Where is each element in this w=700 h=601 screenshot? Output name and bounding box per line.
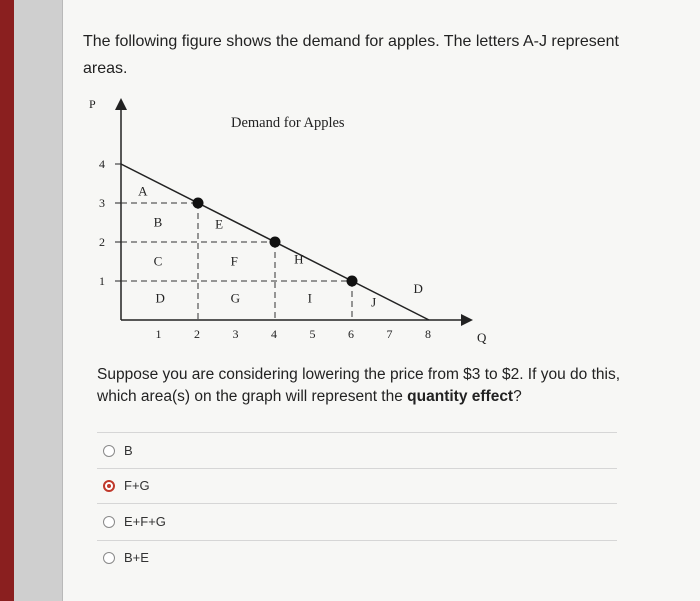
demand-point bbox=[347, 276, 358, 287]
x-tick-label: 6 bbox=[348, 327, 354, 341]
y-axis-label: P bbox=[89, 97, 96, 111]
area-label: E bbox=[215, 216, 224, 232]
x-tick-label: 8 bbox=[425, 327, 431, 341]
option-label: B bbox=[124, 443, 133, 458]
sub-question-end: ? bbox=[513, 388, 522, 405]
y-tick-label: 3 bbox=[99, 196, 105, 210]
option-label: B+E bbox=[124, 550, 149, 565]
option-label: E+F+G bbox=[124, 514, 166, 529]
divider bbox=[97, 468, 617, 469]
divider bbox=[97, 432, 617, 433]
sub-question-emphasis: quantity effect bbox=[407, 388, 514, 405]
graph-title: Demand for Apples bbox=[231, 115, 345, 131]
x-tick-label: 3 bbox=[232, 327, 239, 341]
option-b-plus-e[interactable] bbox=[103, 550, 149, 565]
y-tick-label: 4 bbox=[99, 157, 105, 171]
question-text bbox=[83, 28, 643, 82]
area-label: F bbox=[230, 253, 238, 269]
option-label: F+G bbox=[124, 478, 150, 493]
radio-button[interactable] bbox=[103, 552, 115, 564]
option-b[interactable] bbox=[103, 443, 133, 458]
option-f-plus-g[interactable] bbox=[103, 478, 150, 493]
x-axis-label: Q bbox=[477, 330, 487, 345]
area-label: D bbox=[413, 280, 423, 296]
question-line-1: The following figure shows the demand for apples. The letters A-J represent bbox=[83, 33, 619, 50]
window-edge bbox=[0, 0, 14, 601]
divider bbox=[97, 503, 617, 504]
x-tick-label: 2 bbox=[194, 327, 200, 341]
area-label: H bbox=[294, 251, 304, 267]
x-tick-label: 5 bbox=[309, 327, 316, 341]
area-label: A bbox=[138, 183, 148, 199]
radio-button[interactable] bbox=[103, 445, 115, 457]
question-line-2: areas. bbox=[83, 60, 128, 77]
demand-point bbox=[270, 237, 281, 248]
x-tick-label: 1 bbox=[155, 327, 162, 341]
radio-button-selected[interactable] bbox=[103, 480, 115, 492]
question-card bbox=[62, 0, 700, 601]
x-tick-label: 7 bbox=[386, 327, 393, 341]
x-tick-label: 4 bbox=[271, 327, 277, 341]
sub-question bbox=[97, 364, 657, 408]
area-label: J bbox=[371, 294, 377, 310]
area-label: I bbox=[307, 290, 312, 306]
sub-question-text: Suppose you are considering lowering the price from $3 to $2. If you do this, which area(s) on the graph will represent the bbox=[97, 366, 620, 405]
radio-button[interactable] bbox=[103, 516, 115, 528]
divider bbox=[97, 540, 617, 541]
chart-layer bbox=[99, 157, 431, 341]
area-label: B bbox=[153, 214, 163, 230]
area-label: D bbox=[155, 290, 165, 306]
area-label: C bbox=[153, 253, 163, 269]
y-tick-label: 2 bbox=[99, 235, 105, 249]
area-label: G bbox=[230, 290, 240, 306]
demand-graph bbox=[81, 90, 501, 350]
y-tick-label: 1 bbox=[99, 274, 105, 288]
option-e-plus-f-plus-g[interactable] bbox=[103, 514, 166, 529]
demand-point bbox=[193, 198, 204, 209]
